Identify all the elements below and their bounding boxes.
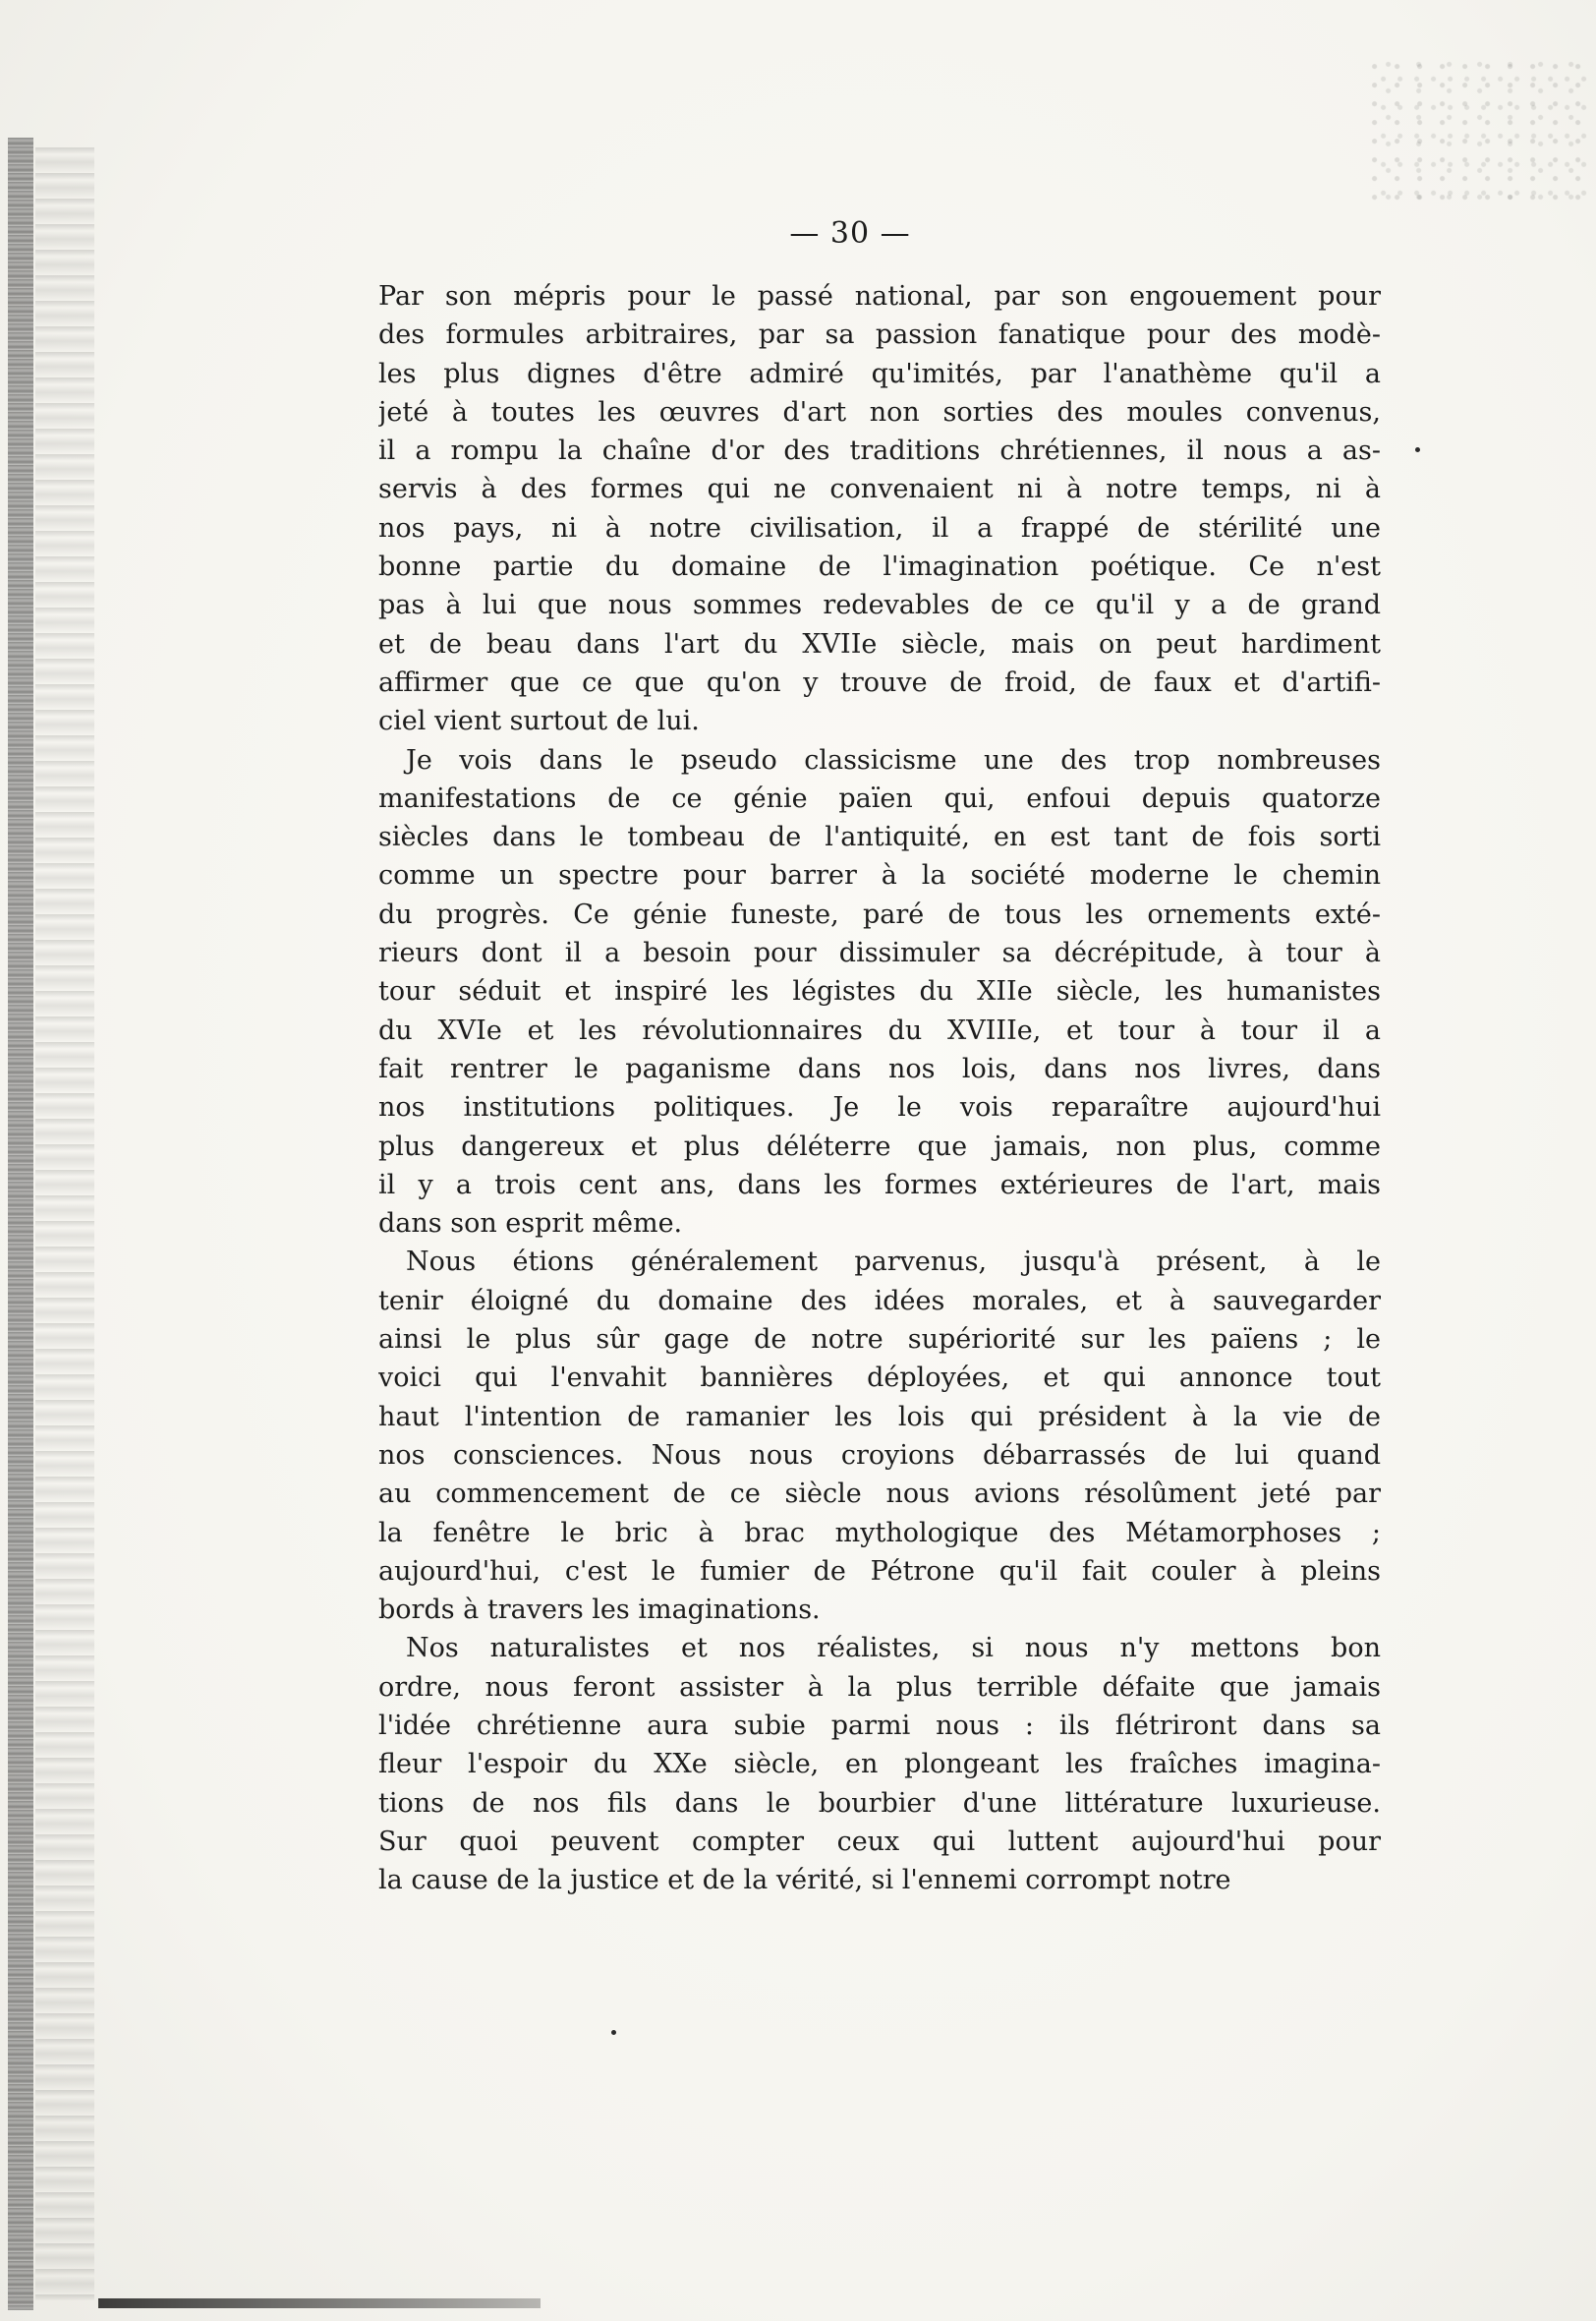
text-line: siècles dans le tombeau de l'antiquité, en est tant de fois sorti — [378, 822, 1381, 853]
text-line: l'idée chrétienne aura subie parmi nous : ils flétriront dans sa — [378, 1710, 1381, 1741]
text-line: il a rompu la chaîne d'or des traditions chrétiennes, il nous a as- — [378, 435, 1381, 467]
text-line: jeté à toutes les œuvres d'art non sorties des moules convenus, — [378, 396, 1381, 428]
paragraph — [378, 741, 1381, 1244]
text-line: au commencement de ce siècle nous avions résolûment jeté par — [378, 1479, 1381, 1510]
text-line: manifestations de ce génie païen qui, enfoui depuis quatorze — [378, 783, 1381, 814]
text-line: fleur l'espoir du XXe siècle, en plongeant les fraîches imagina- — [378, 1749, 1381, 1780]
paragraph — [378, 1243, 1381, 1629]
text-line: les plus dignes d'être admiré qu'imités, par l'anathème qu'il a — [378, 358, 1381, 389]
text-line: voici qui l'envahit bannières déployées, et qui annonce tout — [378, 1363, 1381, 1394]
text-line: ciel vient surtout de lui. — [378, 706, 700, 737]
text-line: bords à travers les imaginations. — [378, 1595, 821, 1626]
text-line: et de beau dans l'art du XVIIe siècle, mais on peut hardiment — [378, 628, 1381, 660]
text-line: des formules arbitraires, par sa passion fanatique pour des modè- — [378, 319, 1381, 351]
paragraph — [378, 277, 1381, 741]
scan-noise — [1370, 59, 1596, 206]
body-text — [378, 277, 1381, 1899]
text-line: la fenêtre le bric à brac mythologique des Métamorphoses ; — [378, 1517, 1381, 1548]
text-line: Nos naturalistes et nos réalistes, si nous n'y mettons bon — [406, 1633, 1381, 1664]
bottom-scan-edge — [98, 2298, 541, 2308]
text-line: ordre, nous feront assister à la plus terrible défaite que jamais — [378, 1671, 1381, 1703]
text-line: aujourd'hui, c'est le fumier de Pétrone qu'il fait couler à pleins — [378, 1555, 1381, 1587]
text-line: pas à lui que nous sommes redevables de ce qu'il y a de grand — [378, 590, 1381, 621]
text-line: tour séduit et inspiré les légistes du XIIe siècle, les humanistes — [378, 976, 1381, 1008]
text-line: servis à des formes qui ne convenaient ni à notre temps, ni à — [378, 474, 1381, 505]
text-line: il y a trois cent ans, dans les formes extérieures de l'art, mais — [378, 1169, 1381, 1200]
text-line: dans son esprit même. — [378, 1208, 683, 1240]
text-line: Je vois dans le pseudo classicisme une des trop nombreuses — [406, 744, 1381, 776]
text-line: haut l'intention de ramanier les lois qui président à la vie de — [378, 1401, 1381, 1432]
text-line: nos consciences. Nous nous croyions débarrassés de lui quand — [378, 1439, 1381, 1471]
text-line: comme un spectre pour barrer à la société moderne le chemin — [378, 860, 1381, 892]
text-line: nos institutions politiques. Je le vois reparaître aujourd'hui — [378, 1092, 1381, 1124]
text-line: du progrès. Ce génie funeste, paré de tous les ornements exté- — [378, 899, 1381, 930]
ink-speck — [611, 2030, 616, 2035]
binding-shadow — [35, 147, 94, 2300]
text-line: bonne partie du domaine de l'imagination poétique. Ce n'est — [378, 551, 1381, 583]
text-line: Sur quoi peuvent compter ceux qui luttent aujourd'hui pour — [378, 1826, 1381, 1857]
text-line: affirmer que ce que qu'on y trouve de froid, de faux et d'artifi- — [378, 667, 1381, 698]
text-line: nos pays, ni à notre civilisation, il a frappé de stérilité une — [378, 512, 1381, 544]
text-line: plus dangereux et plus déléterre que jamais, non plus, comme — [378, 1131, 1381, 1162]
paragraph — [378, 1629, 1381, 1899]
text-line: tions de nos fils dans le bourbier d'une littérature luxurieuse. — [378, 1787, 1381, 1819]
text-line: du XVIe et les révolutionnaires du XVIIIe, et tour à tour il a — [378, 1015, 1381, 1046]
text-line: tenir éloigné du domaine des idées morales, et à sauvegarder — [378, 1285, 1381, 1316]
text-line: Par son mépris pour le passé national, par son engouement pour — [378, 281, 1381, 312]
text-line: la cause de la justice et de la vérité, si l'ennemi corrompt notre — [378, 1865, 1231, 1896]
text-line: rieurs dont il a besoin pour dissimuler sa décrépitude, à tour à — [378, 938, 1381, 969]
text-line: Nous étions généralement parvenus, jusqu'à présent, à le — [406, 1247, 1381, 1278]
text-line: ainsi le plus sûr gage de notre supériorité sur les païens ; le — [378, 1324, 1381, 1356]
page-number: — 30 — — [789, 216, 911, 251]
binding-edge — [8, 138, 33, 2310]
ink-speck — [1415, 447, 1420, 452]
text-line: fait rentrer le paganisme dans nos lois, dans nos livres, dans — [378, 1053, 1381, 1084]
